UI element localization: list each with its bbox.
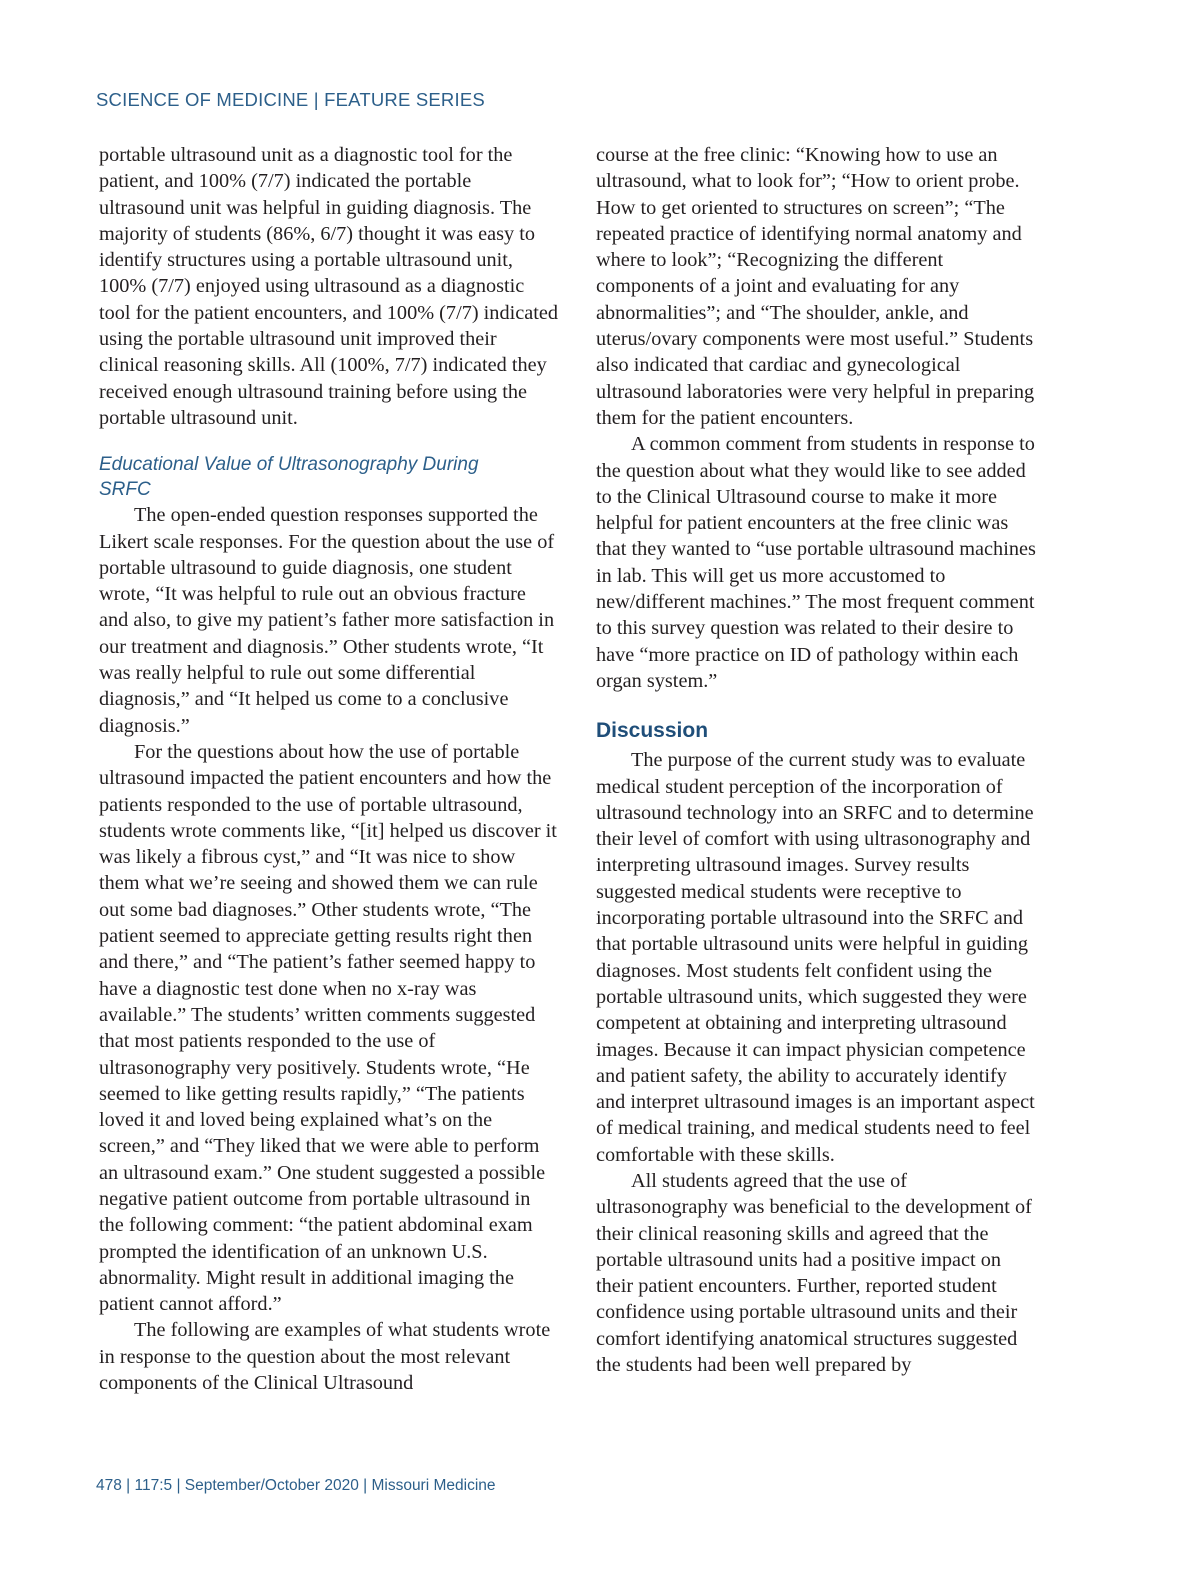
body-paragraph: A common comment from students in response to the question about what they would like to see added to the Clinical Ultrasound course to make it more helpful for patient encounters at the free clinic was that they wanted to “use portable ultrasound machines in lab. This will get us more accustomed to new/different machines.” The most frequent comment to this survey question was related to their desire to have “more practice on ID of pathology within each organ system.” (596, 433, 1036, 692)
running-head: SCIENCE OF MEDICINE | FEATURE SERIES (96, 89, 485, 110)
body-paragraph: portable ultrasound unit as a diagnostic tool for the patient, and 100% (7/7) indicated the portable ultrasound unit was helpful in guiding diagnosis. The majority of students (86%, 6/7) thought it was easy to identify structures using a portable ultrasound unit, 100% (7/7) enjoyed using ultrasound as a diagnostic tool for the patient encounters, and 100% (7/7) indicated using the portable ultrasound unit improved their clinical reasoning skills. All (100%, 7/7) indicated they received enough ultrasound training before using the portable ultrasound unit. (99, 144, 559, 429)
body-paragraph: The open-ended question responses supported the Likert scale responses. For the question about the use of portable ultrasound to guide diagnosis, one student wrote, “It was helpful to rule out an obvious fracture and also, to give my patient’s father more satisfaction in our treatment and diagnosis.” Other students wrote, “It was really helpful to rule out some differential diagnosis,” and “It helped us come to a conclusive diagnosis.” (99, 504, 555, 737)
page-footer: 478 | 117:5 | September/October 2020 | Missouri Medicine (96, 1477, 496, 1494)
subsection-heading: Educational Value of Ultrasonography During SRFC (99, 454, 479, 501)
body-paragraph: All students agreed that the use of ultrasonography was beneficial to the development of their clinical reasoning skills and agreed that the portable ultrasound units had a positive impact on their patient encounters. Further, reported student confidence using portable ultrasound units and their comfort identifying anatomical structures suggested the students had been well prepared by (596, 1169, 1032, 1377)
body-paragraph: The purpose of the current study was to evaluate medical student perception of the incorporation of ultrasound technology into an SRFC and to determine their level of comfort with using ultrasonography and interpreting ultrasound images. Survey results suggested medical students were receptive to incorporating portable ultrasound into the SRFC and that portable ultrasound units were helpful in guiding diagnoses. Most students felt confident using the portable ultrasound units, which suggested they were competent at obtaining and interpreting ultrasound images. Because it can impact physician competence and patient safety, the ability to accurately identify and interpret ultrasound images is an important aspect of medical training, and medical students need to feel comfortable with these skills. (596, 749, 1035, 1166)
left-column (99, 142, 559, 1396)
body-paragraph: For the questions about how the use of portable ultrasound impacted the patient encounters and how the patients responded to the use of portable ultrasound, students wrote comments like, “[it] helped us discover it was likely a fibrous cyst,” and “It was nice to show them what we’re seeing and showed them we can rule out some bad diagnoses.” Other students wrote, “The patient seemed to appreciate getting results right then and there,” and “The patient’s father seemed happy to have a diagnostic test done when no x-ray was available.” The students’ written comments suggested that most patients responded to the use of ultrasonography very positively. Students wrote, “He seemed to like getting results rapidly,” “The patients loved it and loved being explained what’s on the screen,” and “They liked that we were able to perform an ultrasound exam.” One student suggested a possible negative patient outcome from portable ultrasound in the following comment: “the patient abdominal exam prompted the identification of an unknown U.S. abnormality. Might result in additional imaging the patient cannot afford.” (99, 740, 557, 1316)
section-heading-discussion: Discussion (596, 719, 709, 743)
body-paragraph: The following are examples of what students wrote in response to the question about the most relevant components of the Clinical Ultrasound (99, 1319, 551, 1395)
right-column (596, 142, 1041, 1378)
body-paragraph: course at the free clinic: “Knowing how to use an ultrasound, what to look for”; “How to orient probe. How to get oriented to structures on screen”; “The repeated practice of identifying normal anatomy and where to look”; “Recognizing the different components of a joint and evaluating for any abnormalities”; and “The shoulder, ankle, and uterus/ovary components were most useful.” Students also indicated that cardiac and gynecological ultrasound laboratories were very helpful in preparing them for the patient encounters. (596, 144, 1035, 429)
